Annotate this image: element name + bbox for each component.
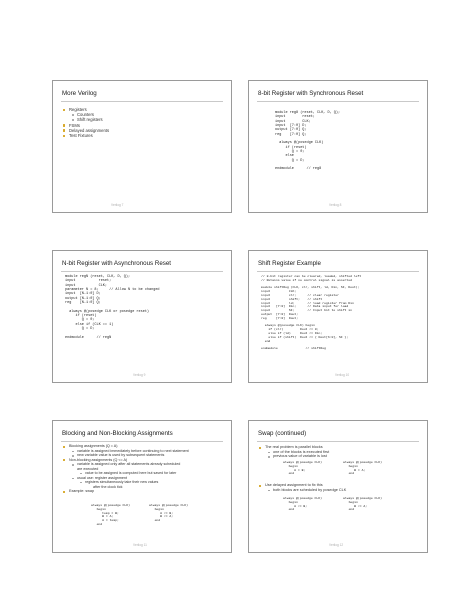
bullet: Test Fixtures xyxy=(63,133,223,138)
slide-footer: Verilog 10 xyxy=(335,373,350,377)
code-block-left: always @(posedge CLK) begin A <= B; end xyxy=(283,496,322,512)
bullet: Registers xyxy=(63,107,223,112)
sub-bullet: one of the blocks is executed first xyxy=(259,450,419,455)
slide-shift-register xyxy=(248,250,428,383)
sub-bullet-continuation: are executed xyxy=(77,466,99,471)
bullet: Use delayed assignment to fix this xyxy=(259,483,419,488)
sub-bullet: usual use: register assignment xyxy=(63,476,223,481)
sub-bullet: previous value of variable is lost xyxy=(259,454,419,459)
title-divider xyxy=(61,271,223,272)
bullet: Non-blocking assignments (Q <= A) xyxy=(63,458,223,463)
slide-title: N-bit Register with Asynchronous Reset xyxy=(62,260,172,267)
code-block-right: always @(posedge CLK) begin B = A; end xyxy=(343,460,382,476)
slide-blocking-nonblocking xyxy=(52,420,232,553)
bullet: Blocking assignments (Q = A) xyxy=(63,444,223,449)
slide-title: Blocking and Non-Blocking Assignments xyxy=(62,430,173,437)
sub-sub-bullet-continuation: after the clock tick xyxy=(93,484,123,489)
sub-bullet: Shift registers xyxy=(63,117,223,122)
title-divider xyxy=(257,271,419,272)
bullet: Delayed assignments xyxy=(63,128,223,133)
sub-sub-bullet: value to be assigned is computed here but saved for later xyxy=(63,471,223,476)
slide-bullets xyxy=(63,107,223,138)
code-block-left: always @(posedge CLK) begin temp = B; B = A; A = temp; end xyxy=(91,503,130,526)
title-divider xyxy=(257,441,419,442)
title-divider xyxy=(61,441,223,442)
code-block: module reg8 (reset, CLK, D, Q); input reset; input CLK; input [7:0] D; output [7:0] Q; reg [7:0] Q; always @(posedge CLK) if (reset) Q = 0; else Q = D; endmodule // reg8 xyxy=(275,111,341,172)
slide-footer: Verilog 7 xyxy=(111,203,124,207)
bullet: Example: swap xyxy=(63,489,223,494)
code-block-left: always @(posedge CLK) begin A = B; end xyxy=(283,460,322,476)
bullet: The real problem is parallel blocks xyxy=(259,445,419,450)
sub-bullet: Counters xyxy=(63,112,223,117)
title-divider xyxy=(257,101,419,102)
slide-title: Shift Register Example xyxy=(258,260,321,267)
sub-bullet: both blocks are scheduled by posedge CLK xyxy=(259,488,419,493)
title-divider xyxy=(61,101,223,102)
code-block-right: always @(posedge CLK) begin B <= A; end xyxy=(343,496,382,512)
slide-footer: Verilog 11 xyxy=(133,543,147,547)
slide-more-verilog xyxy=(52,80,232,213)
bullet: FSMs xyxy=(63,123,223,128)
slide-bullets-a xyxy=(259,445,419,459)
slide-swap-continued xyxy=(248,420,428,553)
sub-sub-bullet: registers simultaneously take their new values xyxy=(63,480,223,485)
slide-bullets xyxy=(63,444,223,494)
slide-title: More Verilog xyxy=(62,90,97,97)
slide-bullets-b xyxy=(259,483,419,492)
code-block: module regN (reset, CLK, D, Q); input reset; input CLK; parameter N = 8; // Allow N to be changed input [N-1:0] D; output [N-1:0] Q; reg [N-1:0] Q; always @(posedge CLK or posedge reset) if (reset) Q = 0; else if (CLK == 1) Q = D; endmodule // regN xyxy=(65,275,160,340)
code-block-right: always @(posedge CLK) begin A <= B; B <= A; end xyxy=(149,503,188,523)
slide-title: Swap (continued) xyxy=(258,430,307,437)
code-block: // 8-bit register can be cleared, loaded, shifted left // Retains value if no control signal is asserted module shiftReg (CLK, clr, shift, ld, Din, SI, Dout); input CLK; input clr; // clear register input shift; // shift input ld; // load register from Din input [7:0] Din; // Data input for load input SI; // Input bit to shift in output [7:0] Dout; reg [7:0] Dout; always @(posedge CLK) begin if (clr) Dout <= 0; else if (ld) Dout <= Din; else if (shift) Dout <= { Dout[6:0], SI }; end endmodule // shiftReg xyxy=(261,274,362,351)
slide-footer: Verilog 12 xyxy=(329,543,344,547)
slide-title: 8-bit Register with Synchronous Reset xyxy=(258,90,364,97)
sub-bullet: variable is assigned only after all statements already scheduled xyxy=(63,462,223,467)
slide-footer: Verilog 9 xyxy=(133,373,146,377)
sub-bullet: variable is assigned immediately before continuing to next statement xyxy=(63,449,223,454)
slide-8bit-register xyxy=(248,80,428,213)
sub-bullet: new variable value is used by subsequent statements xyxy=(63,453,223,458)
slide-nbit-register xyxy=(52,250,232,383)
slide-footer: Verilog 8 xyxy=(329,203,342,207)
